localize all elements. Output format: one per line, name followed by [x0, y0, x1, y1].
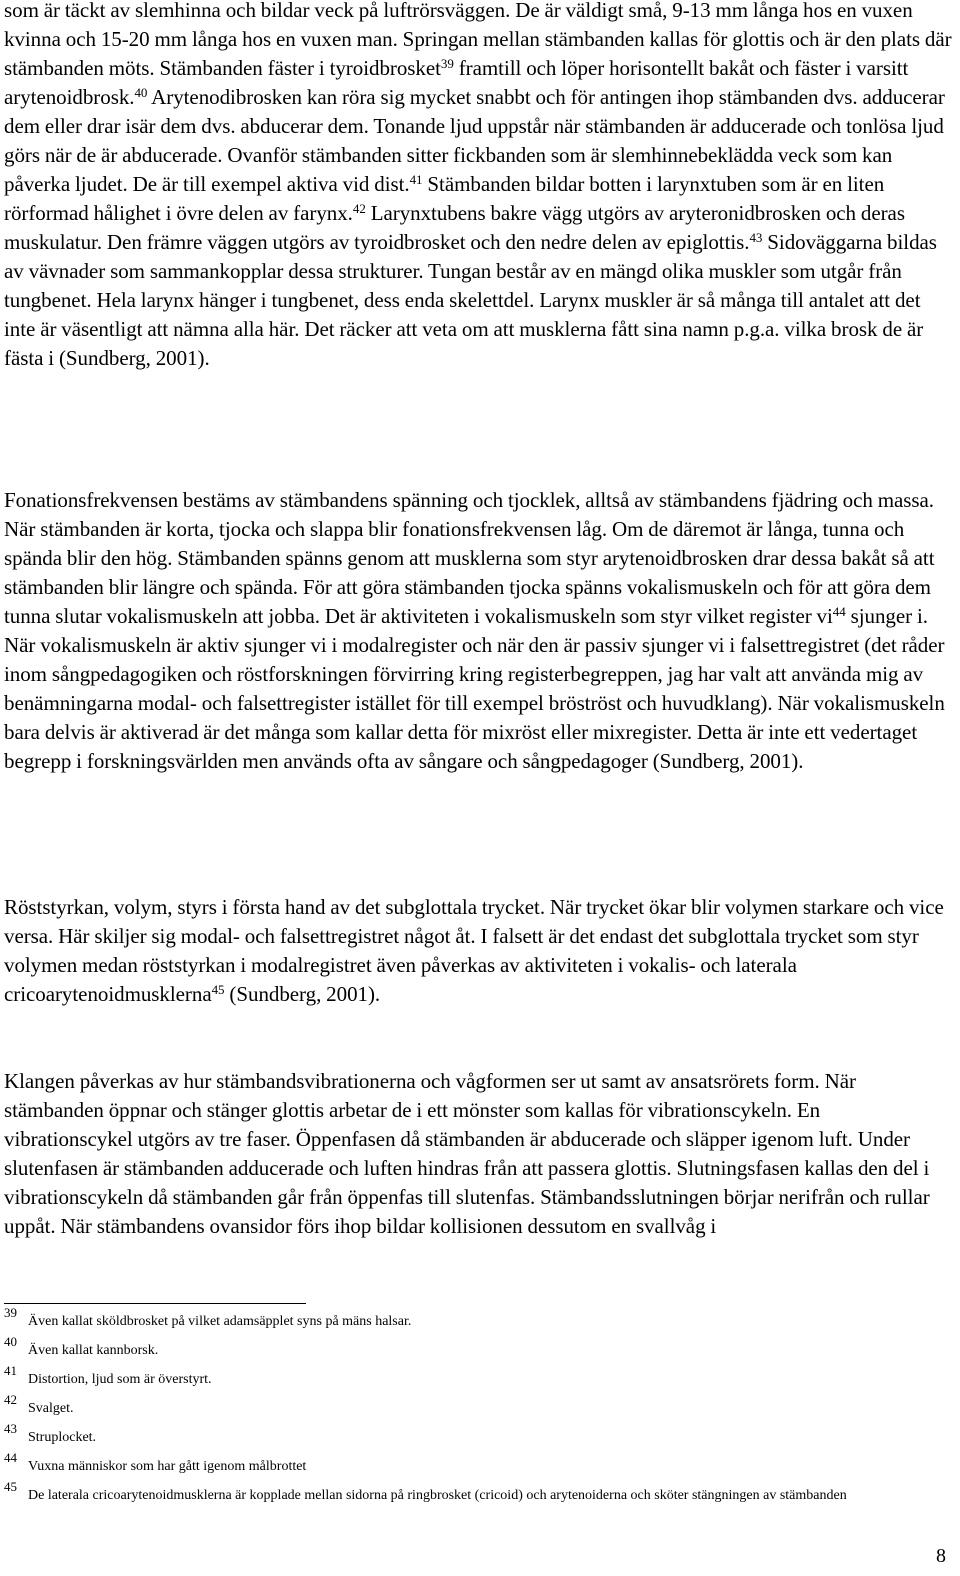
footnote-45 [4, 1479, 952, 1503]
paragraph-text: Klangen påverkas av hur stämbandsvibrationerna och vågformen ser ut samt av ansatsrörets form. När stämbanden öppnar och stänger glottis arbetar de i ett mönster som kallas för vibrationscykeln. En vibrationscykel utgörs av tre faser. Öppenfasen då stämbanden är abducerade och släpper igenom luft. Under slutenfasen är stämbanden adducerade och luften hindras från att passera glottis. Slutningsfasen kallas den del i vibrationscykeln då stämbanden går från öppenfas till slutenfas. Stämbandsslutningen börjar nerifrån och rullar uppåt. När stämbandens ovansidor förs ihop bildar kollisionen dessutom en svallvåg i [4, 1069, 930, 1238]
footnote-41 [4, 1363, 952, 1387]
footnote-text: Vuxna människor som har gått igenom målbrottet [28, 1459, 307, 1474]
footnote-ref: 41 [409, 172, 423, 187]
footnote-ref: 43 [749, 230, 763, 245]
footnote-text: Struplocket. [28, 1430, 97, 1445]
paragraph-larynx-anatomy [4, 0, 952, 373]
footnote-ref: 42 [352, 201, 366, 216]
paragraph-text: som är täckt av slemhinna och bildar veck på luftrörsväggen. De är väldigt små, 9-13 mm långa hos en vuxen kvinna och 15-20 mm långa hos en vuxen man. Springan mellan stämbanden kallas för glottis och är den plats där stämbanden möts. Stämbanden fäster i tyroidbrosket [4, 0, 952, 80]
footnote-number: 40 [4, 1334, 17, 1349]
page-number: 8 [936, 1545, 946, 1567]
paragraph-text: Arytenodibrosken kan röra sig mycket snabbt och för antingen ihop stämbanden dvs. adducerar dem eller drar isär dem dvs. abducerar dem. Tonande ljud uppstår när stämbanden är adducerade och tonlösa ljud görs när de är abducerade. Ovanför stämbanden sitter fickbanden som är slemhinnebeklädda veck som kan påverka ljudet. De är till exempel aktiva vid dist. [4, 85, 945, 196]
footnote-number: 41 [4, 1363, 17, 1378]
paragraph-text: Fonationsfrekvensen bestäms av stämbandens spänning och tjocklek, alltså av stämbandens fjädring och massa. När stämbanden är korta, tjocka och slappa blir fonationsfrekvensen låg. Om de däremot är långa, tunna och spända blir den hög. Stämbanden spänns genom att musklerna som styr arytenoidbrosken drar dessa bakåt så att stämbanden blir längre och spända. För att göra stämbanden tjocka spänns vokalismuskeln och för att göra dem tunna slutar vokalismuskeln att jobba. Det är aktiviteten i vokalismuskeln som styr vilket register vi [4, 488, 935, 628]
footnote-text: De laterala cricoarytenoidmusklerna är kopplade mellan sidorna på ringbrosket (cricoid) och arytenoiderna och sköter stängningen av stämbanden [28, 1488, 847, 1503]
paragraph-text: Stämbanden bildar botten i larynxtuben som är en liten rörformad hålighet i övre delen av farynx. [4, 172, 885, 225]
footnote-39 [4, 1305, 952, 1329]
paragraph-text: framtill och löper horisontellt bakåt och fäster i varsitt arytenoidbrosk. [4, 56, 909, 109]
footnote-separator [4, 1303, 306, 1304]
footnote-number: 39 [4, 1305, 17, 1320]
footnotes [4, 1305, 952, 1517]
paragraph-text: (Sundberg, 2001). [224, 982, 381, 1006]
footnote-number: 43 [4, 1421, 17, 1436]
paragraph-text: Larynxtubens bakre vägg utgörs av aryteronidbrosken och deras muskulatur. Den främre väggen utgörs av tyroidbrosket och den nedre delen av epiglottis. [4, 201, 905, 254]
footnote-44 [4, 1450, 952, 1474]
paragraph-voice-volume [4, 893, 952, 1009]
footnote-42 [4, 1392, 952, 1416]
footnote-text: Även kallat kannborsk. [28, 1343, 159, 1358]
footnote-40 [4, 1334, 952, 1358]
footnote-ref: 40 [134, 85, 148, 100]
footnote-ref: 44 [832, 604, 846, 619]
footnote-text: Svalget. [28, 1401, 74, 1416]
footnote-43 [4, 1421, 952, 1445]
footnote-text: Även kallat sköldbrosket på vilket adamsäpplet syns på mäns halsar. [28, 1314, 412, 1329]
paragraph-text: Sidoväggarna bildas av vävnader som sammankopplar dessa strukturer. Tungan består av en mängd olika muskler som utgår från tungbenet. Hela larynx hänger i tungbenet, dess enda skelettdel. Larynx muskler är så många till antalet att det inte är väsentligt att nämna alla här. Det räcker att veta om att musklerna fått sina namn p.g.a. vilka brosk de är fästa i (Sundberg, 2001). [4, 230, 937, 370]
paragraph-text: sjunger i. När vokalismuskeln är aktiv sjunger vi i modalregister och när den är passiv sjunger vi i falsettregistret (det råder inom sångpedagogiken och röstforskningen förvirring kring registerbegreppen, jag har valt att använda mig av benämningarna modal- och falsettregister istället för till exempel bröströst och huvudklang). När vokalismuskeln bara delvis är aktiverad är det många som kallar detta för mixröst eller mixregister. Detta är inte ett vedertaget begrepp i forskningsvärlden men används ofta av sångare och sångpedagoger (Sundberg, 2001). [4, 604, 945, 773]
paragraph-phonation-frequency [4, 486, 952, 776]
footnote-text: Distortion, ljud som är överstyrt. [28, 1372, 212, 1387]
paragraph-timbre [4, 1067, 952, 1241]
paragraph-text: Röststyrkan, volym, styrs i första hand av det subglottala trycket. När trycket ökar blir volymen starkare och vice versa. Här skiljer sig modal- och falsettregistret något åt. I falsett är det endast det subglottala trycket som styr volymen medan röststyrkan i modalregistret även påverkas av aktiviteten i vokalis- och laterala cricoarytenoidmusklerna [4, 895, 944, 1006]
footnote-number: 45 [4, 1479, 17, 1494]
footnote-ref: 39 [440, 56, 454, 71]
footnote-number: 42 [4, 1392, 17, 1407]
footnote-ref: 45 [211, 982, 225, 997]
footnote-number: 44 [4, 1450, 17, 1465]
